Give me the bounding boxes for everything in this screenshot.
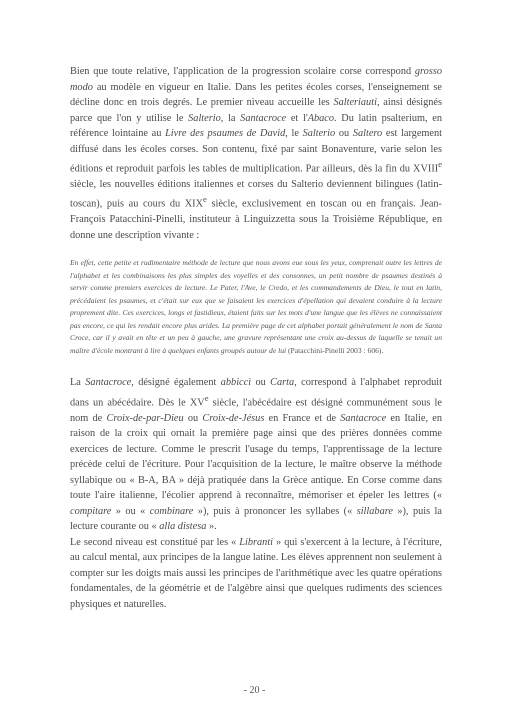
text-run: en Italie, en raison de la croix qui ornait la première page ainsi que des prières données comme exercices de lecture. Comme le prescrit l'usage du temps, l'apprentissage de la lecture précède celui de l'écriture. Pour l'acquisition de la lecture, le maître observe la méthode syllabique ou « B-A, BA » déjà pratiquée dans la Grèce antique. En Corse comme dans toute l'aire italienne, l'écolier apprend à reconnaître, mémoriser et épeler les lettres (« — [70, 412, 442, 502]
text-run: , correspond à l'alphabet reproduit dans un abécédaire. Dès le XV — [70, 377, 443, 409]
italic-run: grosso modo — [70, 66, 442, 93]
block-quote — [70, 257, 442, 357]
text-run: »), puis à prononcer les syllabes (« — [193, 505, 357, 517]
italic-run: Libranti — [239, 536, 274, 548]
quote-text: En effet, cette petite et rudimentaire méthode de lecture que nous avons eue sous les yeux, comprenait outre les lettres de l'alphabet et les combinaisons les plus simples des voyelles et des consonnes, un petit nombre de psaumes destinés à servir comme premiers exercices de lecture. Le Pater, l'Ave, le Credo, et les commandements de Dieu, le tout en latin, précédaient les psaumes, et c'était sur eux que se faisaient les exercices d'épellation qui devaient conduire à la lecture proprement dite. Ces exercices, longs et fastidieux, étaient faits sur les mots d'une langue que les élèves ne connaissaient pas encore, ce qui les rendait encore plus arides. La première page de cet alphabet portait généralement le nom de Santa Croce, car il y avait en tête et un peu à gauche, une gravure représentant une croix au-dessus de laquelle se tenait un maître d'école montrant à lire à quelques enfants groupés autour de lui — [70, 258, 442, 355]
text-run: ». — [206, 521, 217, 533]
text-run: , la — [220, 112, 241, 124]
superscript: e — [204, 392, 209, 403]
page-body — [70, 64, 442, 612]
italic-run: Abaco — [307, 112, 334, 124]
italic-run: Santacroce — [85, 377, 132, 389]
text-run: Le second niveau est constitué par les « — [70, 536, 240, 548]
italic-run: alla distesa — [159, 521, 207, 533]
text-run: et l' — [286, 112, 308, 124]
text-run: , désigné également — [131, 377, 221, 389]
italic-run: Santacroce — [240, 112, 287, 124]
text-run: , le — [285, 128, 303, 139]
italic-run: combinare — [149, 505, 194, 517]
italic-run: Salterio — [302, 128, 336, 139]
text-run: ou — [251, 377, 271, 389]
text-run: siècle, exclusivement en toscan ou en français. Jean-François Patacchini-Pinelli, instituteur à Linguizzetta sous la Troisième République, en donne une description vivante : — [70, 198, 442, 241]
text-run: La — [70, 377, 86, 389]
text-run: » qui s'exercent à la lecture, à l'écriture, au calcul mental, aux principes de la langue latine. Les élèves apprennent non seulement à compter sur les doigts mais aussi les principes de l'arithmétique avec les quatre opérations fondamentales, de la géométrie et de l'algèbre ainsi que quelques rudiments des sciences physiques et naturelles. — [70, 536, 442, 610]
italic-run: abbiccì — [220, 377, 252, 389]
italic-run: Carta — [270, 377, 295, 389]
italic-run: Livre des psaumes de David — [165, 128, 286, 139]
quote-reference: (Patacchini-Pinelli 2003 : 606). — [286, 345, 384, 355]
text-run: siècle, les nouvelles éditions italiennes et corses du Salterio deviennent bilingues (latin-toscan), puis au cours du XIX — [70, 178, 442, 210]
italic-run: Saltero — [352, 128, 383, 139]
paragraph-progression — [70, 64, 442, 243]
text-run: »), puis la lecture courante ou « — [70, 505, 442, 533]
superscript: e — [438, 159, 442, 169]
text-run: Bien que toute relative, l'application de la progression scolaire corse correspond — [70, 66, 415, 77]
paragraph-second-level — [70, 535, 442, 613]
italic-run: Croix-de-par-Dieu — [106, 412, 184, 424]
text-run: siècle, l'abécédaire est désigné communément sous le nom de — [70, 397, 442, 424]
text-run: » ou « — [111, 505, 150, 517]
italic-run: Salterio — [188, 112, 221, 124]
text-run: au modèle en vigueur en Italie. Dans les petites écoles corses, l'enseignement se décline donc en trois degrés. Le premier niveau accueille les — [70, 81, 442, 108]
text-run: ou — [183, 412, 203, 424]
italic-run: Salteriauti — [333, 97, 377, 108]
italic-run: Santacroce — [340, 412, 387, 424]
text-run: en France et de — [264, 412, 341, 424]
paragraph-santacroce — [70, 375, 442, 534]
superscript: e — [203, 194, 207, 205]
italic-run: sillabare — [356, 505, 393, 517]
text-run: ou — [335, 128, 353, 139]
text-run: est largement diffusé dans les écoles corses. Son contenu, fixé par saint Bonaventure, varie selon les éditions et reproduit parfois les tables de multiplication. Par ailleurs, dès la fin du XVIII — [70, 128, 442, 175]
italic-run: compitare — [70, 505, 112, 517]
italic-run: Croix-de-Jésus — [202, 412, 265, 424]
page-number: - 20 - — [243, 685, 266, 696]
text-run: , ainsi désignés parce que l'on y utilise le — [70, 97, 442, 124]
text-run: . Du latin psalterium, en référence lointaine au — [70, 112, 443, 139]
